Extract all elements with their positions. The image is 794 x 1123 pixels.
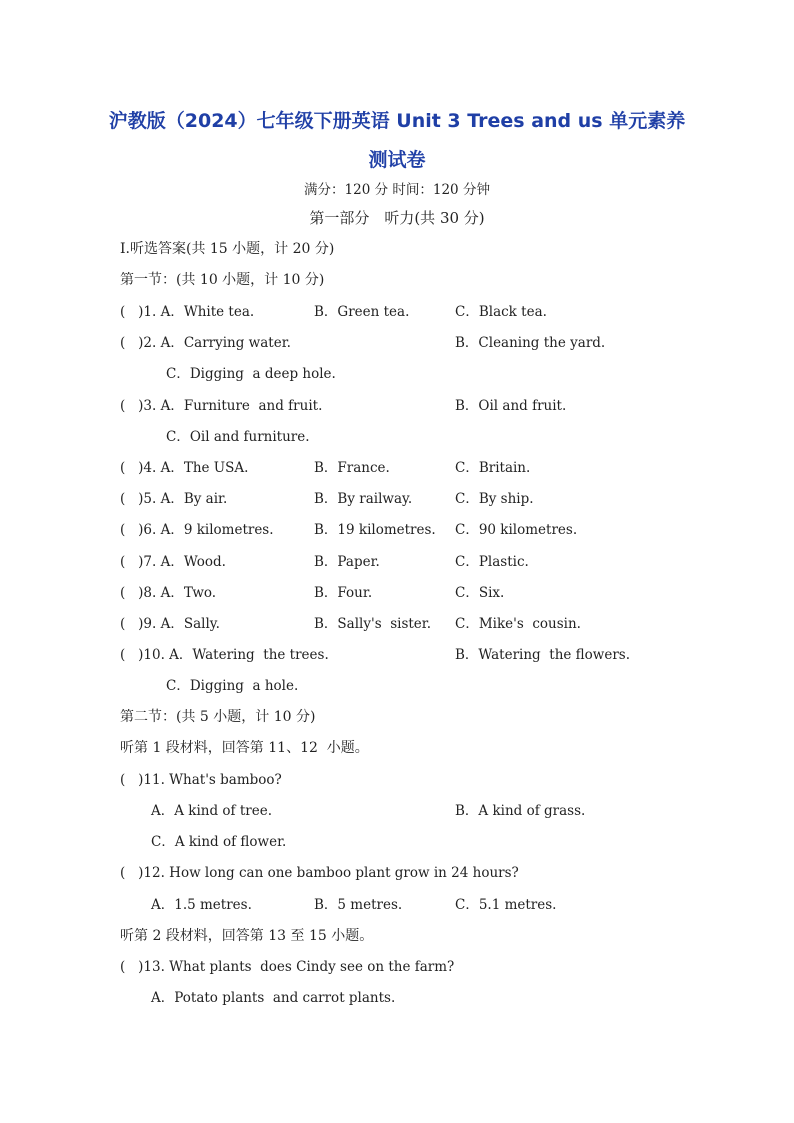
q1-option-a: ( )1. A．White tea. — [120, 304, 255, 320]
section-title: Ⅰ.听选答案(共 15 小题，计 20 分) — [120, 241, 335, 257]
question-10-cont — [0, 676, 794, 696]
q4-option-c: C．Britain. — [455, 460, 531, 476]
document-title-cont: 测试卷 — [368, 149, 426, 171]
q6-option-a: ( )6. A．9 kilometres. — [120, 522, 274, 538]
q4-option-a: ( )4. A．The USA. — [120, 460, 249, 476]
q9-option-b: B．Sally's sister. — [314, 616, 432, 632]
question-13-options — [0, 988, 794, 1008]
question-4 — [0, 458, 794, 478]
question-3-cont — [0, 427, 794, 447]
document-title: 沪教版（2024）七年级下册英语 Unit 3 Trees and us 单元素养 — [108, 110, 686, 132]
q5-option-b: B．By railway. — [314, 491, 413, 507]
q6-option-c: C．90 kilometres. — [455, 522, 578, 538]
question-2-cont — [0, 364, 794, 384]
q12-option-b: B．5 metres. — [314, 897, 403, 913]
q13-option-a: A．Potato plants and carrot plants. — [151, 990, 396, 1006]
q7-option-b: B．Paper. — [314, 554, 380, 570]
question-2 — [0, 333, 794, 353]
q1-option-c: C．Black tea. — [455, 304, 547, 320]
q9-option-a: ( )9. A．Sally. — [120, 616, 220, 632]
question-3 — [0, 396, 794, 416]
question-10 — [0, 645, 794, 665]
q11-option-c: C．A kind of flower. — [151, 834, 287, 850]
q13-stem: ( )13. What plants does Cindy see on the farm? — [120, 959, 455, 975]
q1-option-b: B．Green tea. — [314, 304, 410, 320]
question-8 — [0, 583, 794, 603]
score-time-info: 满分：120 分 时间：120 分钟 — [304, 182, 490, 198]
q8-option-a: ( )8. A．Two. — [120, 585, 217, 601]
question-1 — [0, 302, 794, 322]
question-12-stem — [0, 863, 794, 883]
q5-option-a: ( )5. A．By air. — [120, 491, 228, 507]
q10-option-c: C．Digging a hole. — [166, 678, 299, 694]
subsection-title: 第一节：(共 10 小题，计 10 分) — [120, 272, 325, 288]
q7-option-a: ( )7. A．Wood. — [120, 554, 226, 570]
q7-option-c: C．Plastic. — [455, 554, 529, 570]
q8-option-c: C．Six. — [455, 585, 505, 601]
q9-option-c: C．Mike's cousin. — [455, 616, 581, 632]
question-11-stem — [0, 770, 794, 790]
question-6 — [0, 520, 794, 540]
question-9 — [0, 614, 794, 634]
question-5 — [0, 489, 794, 509]
q11-stem: ( )11. What's bamboo? — [120, 772, 282, 788]
q3-option-c: C．Oil and furniture. — [166, 429, 310, 445]
question-7 — [0, 552, 794, 572]
question-11-cont — [0, 832, 794, 852]
q2-option-b: B．Cleaning the yard. — [455, 335, 606, 351]
material-instruction: 听第 1 段材料，回答第 11、12 小题。 — [120, 740, 369, 756]
question-11-options — [0, 801, 794, 821]
subsection-title: 第二节：(共 5 小题，计 10 分) — [120, 709, 316, 725]
question-13-stem — [0, 957, 794, 977]
q8-option-b: B．Four. — [314, 585, 373, 601]
material-instruction: 听第 2 段材料，回答第 13 至 15 小题。 — [120, 928, 374, 944]
q10-option-a: ( )10. A．Watering the trees. — [120, 647, 329, 663]
part-title: 第一部分 听力(共 30 分) — [309, 209, 485, 227]
q6-option-b: B．19 kilometres. — [314, 522, 436, 538]
q2-option-c: C．Digging a deep hole. — [166, 366, 336, 382]
q11-option-b: B．A kind of grass. — [455, 803, 586, 819]
q2-option-a: ( )2. A．Carrying water. — [120, 335, 291, 351]
q12-option-c: C．5.1 metres. — [455, 897, 557, 913]
question-12-options — [0, 895, 794, 915]
q5-option-c: C．By ship. — [455, 491, 534, 507]
q3-option-a: ( )3. A．Furniture and fruit. — [120, 398, 323, 414]
q12-option-a: A．1.5 metres. — [151, 897, 252, 913]
q10-option-b: B．Watering the flowers. — [455, 647, 631, 663]
q4-option-b: B．France. — [314, 460, 390, 476]
q3-option-b: B．Oil and fruit. — [455, 398, 567, 414]
q11-option-a: A．A kind of tree. — [151, 803, 272, 819]
q12-stem: ( )12. How long can one bamboo plant grow in 24 hours? — [120, 865, 519, 881]
